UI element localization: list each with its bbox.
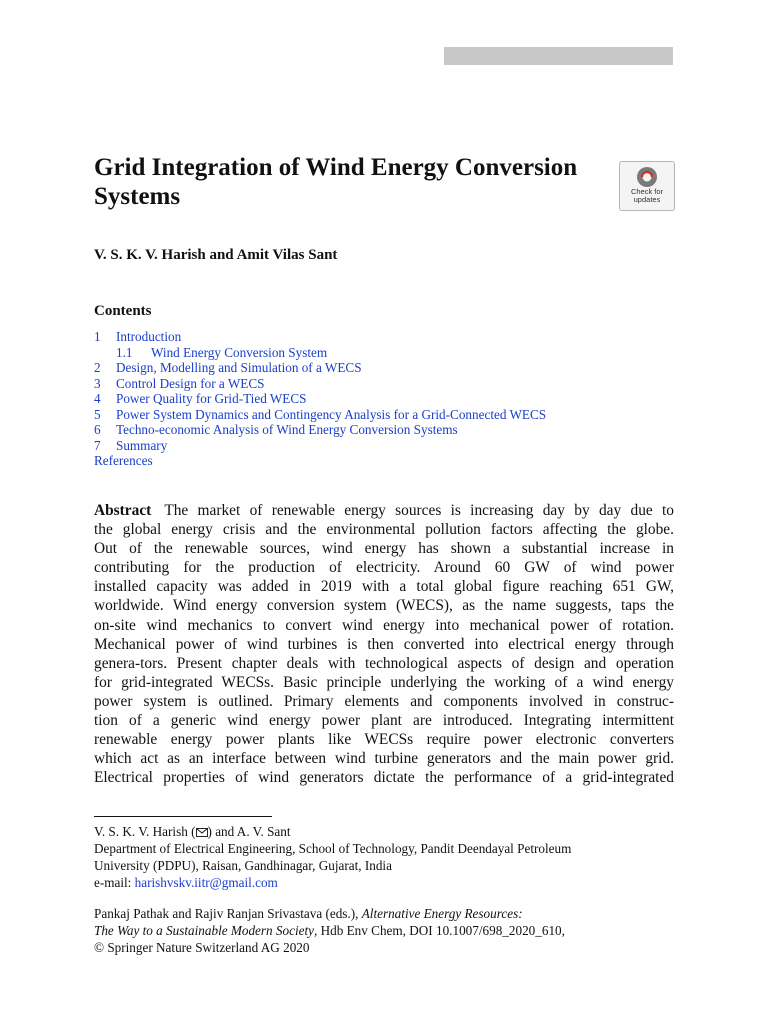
toc-item[interactable] bbox=[94, 438, 684, 454]
toc-number: 4 bbox=[94, 391, 101, 406]
abstract-line: Out of the renewable sources, wind energy has shown a substantial increase in bbox=[94, 540, 674, 558]
toc-label: Introduction bbox=[116, 329, 182, 344]
envelope-icon bbox=[196, 828, 208, 837]
toc-number: 2 bbox=[94, 360, 101, 375]
toc-number: 5 bbox=[94, 406, 101, 422]
check-updates-icon bbox=[636, 166, 658, 188]
check-updates-label-1: Check for bbox=[630, 187, 664, 196]
table-of-contents bbox=[94, 329, 684, 469]
toc-number: 3 bbox=[94, 375, 101, 391]
toc-label: Wind Energy Conversion System bbox=[151, 344, 328, 360]
toc-item[interactable] bbox=[94, 422, 684, 438]
toc-item[interactable] bbox=[94, 376, 684, 392]
toc-item[interactable] bbox=[94, 360, 684, 376]
author-line: V. S. K. V. Harish and Amit Vilas Sant bbox=[94, 247, 338, 263]
toc-label: Summary bbox=[116, 437, 168, 453]
footnote-divider bbox=[94, 816, 272, 817]
chapter-title: Grid Integration of Wind Energy Conversion Systems bbox=[94, 154, 578, 210]
author-footnote bbox=[94, 823, 684, 891]
toc-label: Power Quality for Grid-Tied WECS bbox=[116, 391, 307, 406]
copyright-line: © Springer Nature Switzerland AG 2020 bbox=[94, 940, 310, 955]
toc-label: Power System Dynamics and Contingency Analysis for a Grid-Connected WECS bbox=[116, 406, 547, 422]
footnote-author-line: V. S. K. V. Harish ( ) and A. V. Sant bbox=[94, 824, 291, 839]
toc-number: 1 bbox=[94, 329, 101, 344]
toc-references[interactable]: References bbox=[94, 453, 153, 468]
footnote-email-line: e-mail: harishvskv.iitr@gmail.com bbox=[94, 875, 278, 890]
toc-number: 7 bbox=[94, 437, 101, 453]
abstract-line: genera-tors. Present chapter deals with technological aspects of design and operation bbox=[94, 654, 674, 672]
abstract-line: worldwide. Wind energy conversion system (WECS), as the name suggests, taps the bbox=[94, 597, 674, 615]
toc-number: 6 bbox=[94, 422, 101, 437]
check-for-updates-badge[interactable] bbox=[619, 161, 675, 211]
header-bar bbox=[444, 47, 673, 65]
citation-line: Pankaj Pathak and Rajiv Ranjan Srivastava (eds.), Alternative Energy Resources: bbox=[94, 906, 523, 921]
abstract-label: Abstract bbox=[94, 502, 152, 519]
abstract-line: for grid-integrated WECSs. Basic principle underlying the working of a wind energy bbox=[94, 673, 674, 691]
abstract-line: Electrical properties of wind generators dictate the performance of a grid-integrated bbox=[94, 769, 674, 787]
toc-label: Techno-economic Analysis of Wind Energy Conversion Systems bbox=[116, 422, 458, 437]
citation-block bbox=[94, 905, 694, 956]
abstract-line: tion of a generic wind energy power plant are introduced. Integrating intermittent bbox=[94, 712, 674, 730]
toc-item[interactable] bbox=[94, 391, 684, 407]
abstract-line: on-site wind mechanics to convert wind energy into mechanical power of rotation. bbox=[94, 616, 674, 634]
abstract-line: installed capacity was added in 2019 with a total global figure reaching 651 GW, bbox=[94, 578, 674, 596]
toc-label: Control Design for a WECS bbox=[116, 375, 265, 391]
contents-heading: Contents bbox=[94, 303, 152, 319]
check-updates-label-2: updates bbox=[633, 195, 661, 204]
abstract bbox=[94, 501, 674, 787]
toc-item[interactable] bbox=[94, 407, 684, 423]
footnote-affiliation: University (PDPU), Raisan, Gandhinagar, Gujarat, India bbox=[94, 858, 392, 873]
abstract-line: Mechanical power of wind turbines is then converted into electrical energy through bbox=[94, 635, 674, 653]
toc-label: Design, Modelling and Simulation of a WECS bbox=[116, 360, 362, 375]
abstract-line: renewable energy power plants like WECSs require power electronic converters bbox=[94, 731, 674, 749]
toc-item[interactable] bbox=[94, 329, 684, 345]
abstract-line: power system is outlined. Primary elements and components involved in construc- bbox=[94, 692, 674, 710]
email-link[interactable]: harishvskv.iitr@gmail.com bbox=[134, 875, 278, 890]
toc-item[interactable] bbox=[94, 345, 684, 361]
abstract-line: Abstract The market of renewable energy sources is increasing day by day due to bbox=[94, 502, 674, 519]
abstract-line: which act as an interface between wind turbine generators and the main power grid. bbox=[94, 750, 674, 768]
abstract-line: contributing for the production of electricity. Around 60 GW of wind power bbox=[94, 559, 674, 577]
citation-line: The Way to a Sustainable Modern Society, Hdb Env Chem, DOI 10.1007/698_2020_610, bbox=[94, 923, 565, 938]
toc-number: 1.1 bbox=[116, 344, 133, 360]
abstract-line: the global energy crisis and the environmental pollution factors affecting the globe. bbox=[94, 521, 674, 539]
footnote-affiliation: Department of Electrical Engineering, School of Technology, Pandit Deendayal Petroleum bbox=[94, 841, 572, 856]
